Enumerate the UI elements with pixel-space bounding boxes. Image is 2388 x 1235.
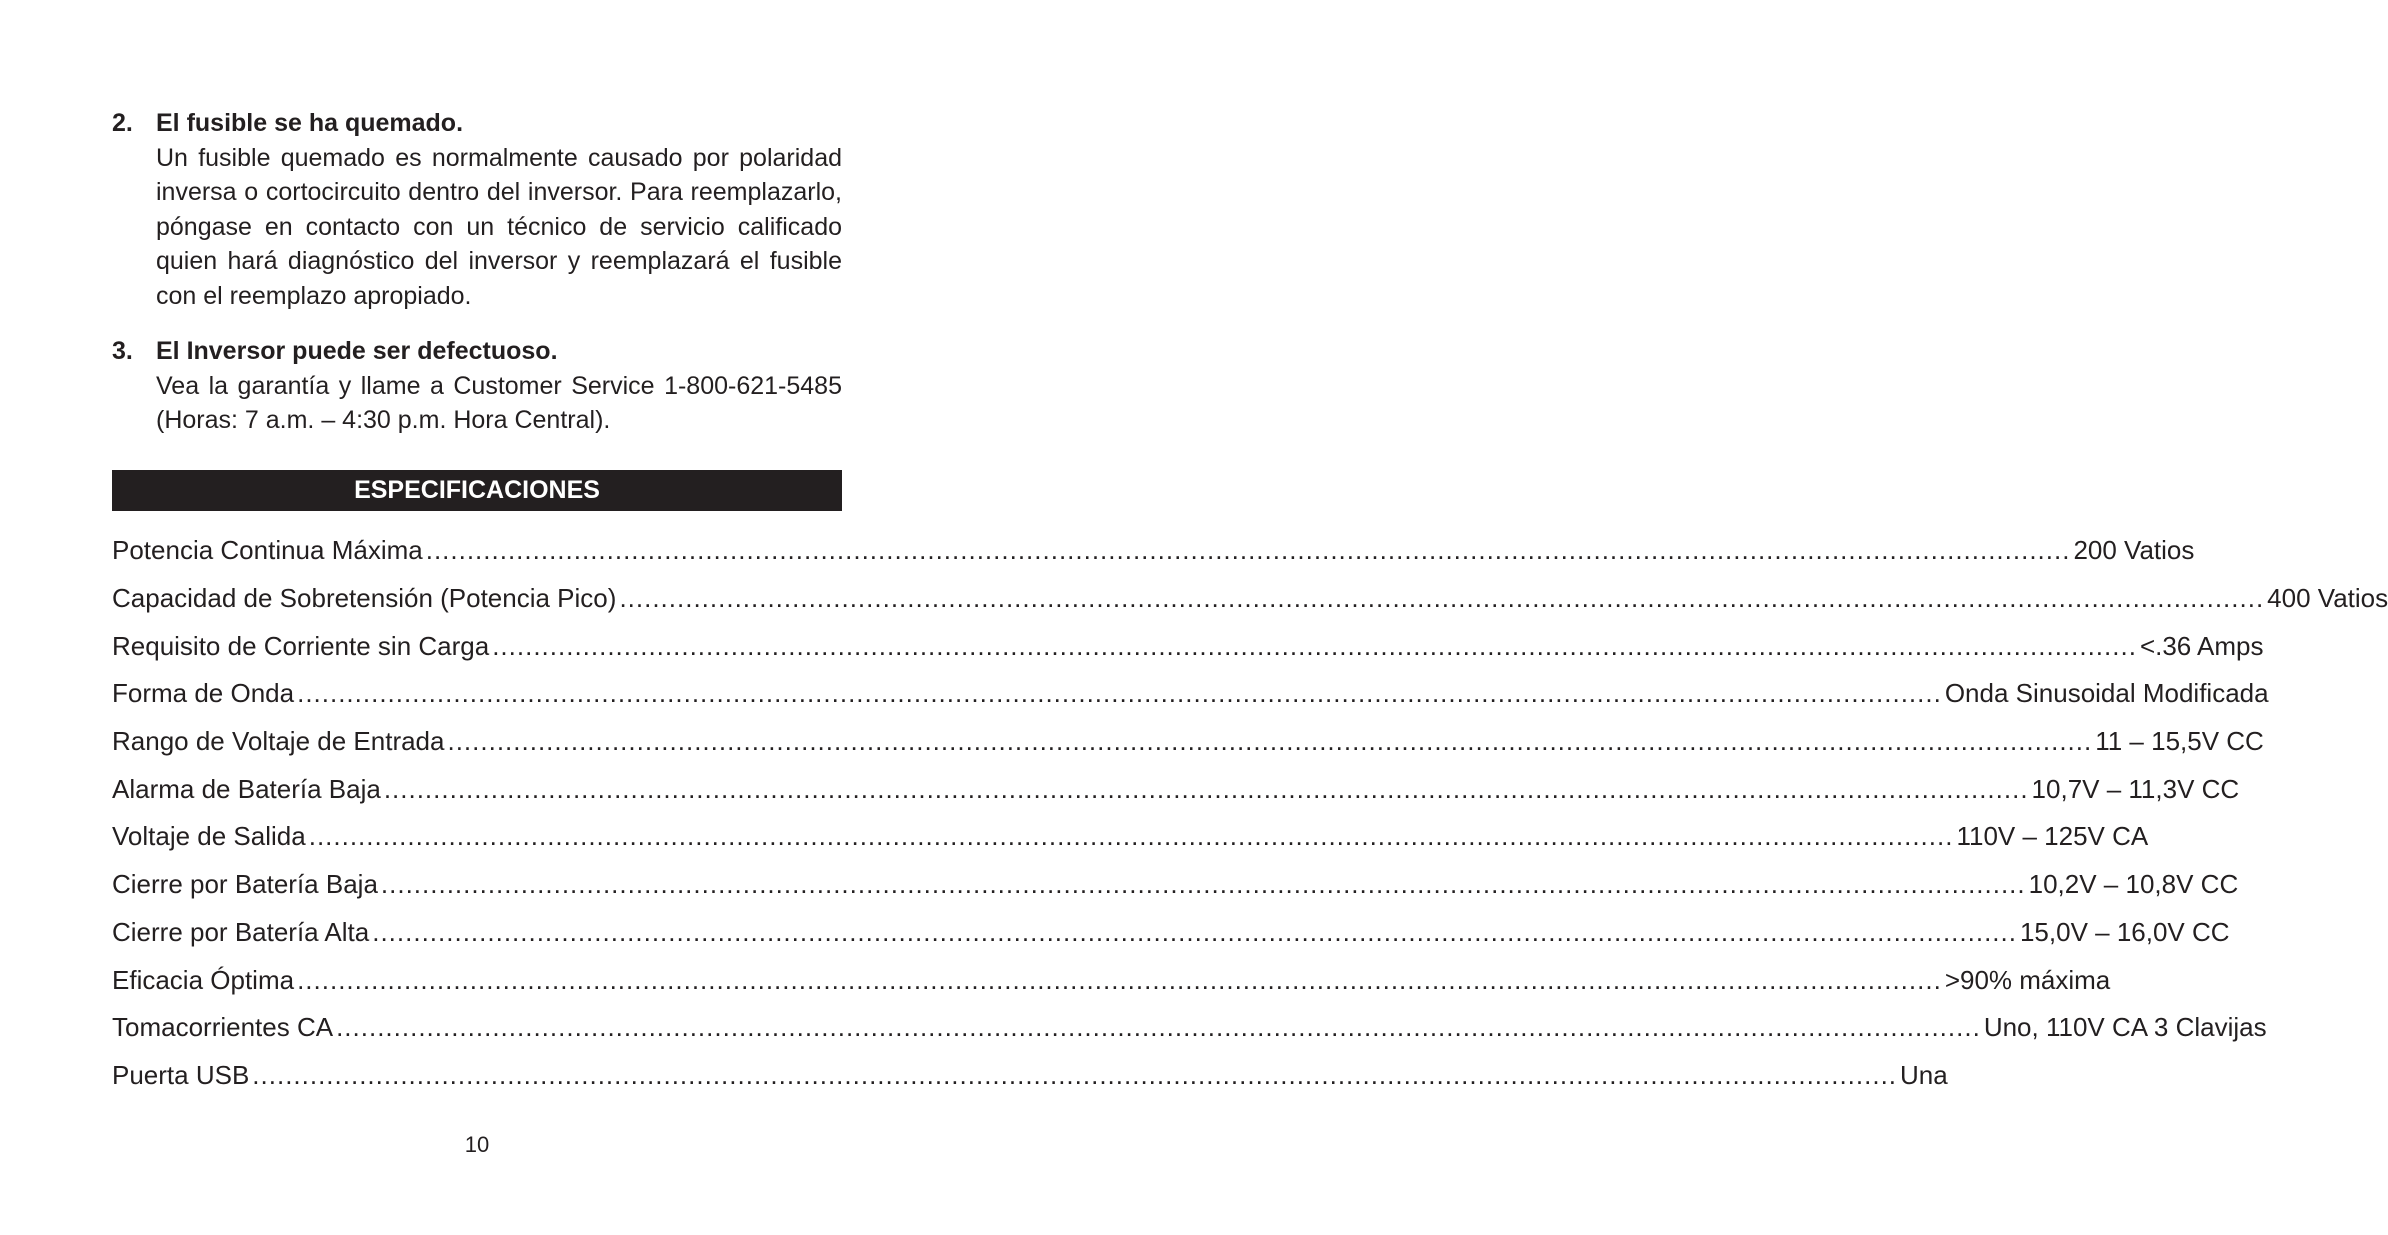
dot-leader: ........................................................................................................................................................................................................ [492, 630, 2137, 661]
dot-leader: ........................................................................................................................................................................................................ [308, 821, 1954, 852]
dot-leader: ........................................................................................................................................................................................................ [252, 1059, 1898, 1090]
spec-value: <.36 Amps [2139, 630, 2264, 661]
spec-value: 15,0V – 16,0V CC [2019, 916, 2230, 947]
dot-leader: ........................................................................................................................................................................................................ [297, 964, 1942, 995]
spec-value: Onda Sinusoidal Modificada [1944, 678, 2269, 709]
spec-label: Eficacia Óptima [112, 964, 295, 995]
spec-label: Cierre por Batería Alta [112, 916, 370, 947]
item-title: El fusible se ha quemado. [156, 109, 464, 137]
spec-value: 110V – 125V CA [1956, 821, 2149, 852]
dot-leader: ........................................................................................................................................................................................................ [447, 726, 2093, 757]
spec-row [112, 670, 2269, 718]
spec-value: 200 Vatios [2073, 535, 2195, 566]
spec-label: Potencia Continua Máxima [112, 535, 423, 566]
dot-leader: ........................................................................................................................................................................................................ [372, 916, 2017, 947]
item-body: Un fusible quemado es normalmente causado por polaridad inversa o cortocircuito dentro del inversor. Para reemplazarlo, póngase en contacto con un técnico de servicio calificado quien hará diagnóstico del inversor y reemplazará el fusible con el reemplazo apropiado. [156, 143, 842, 310]
dot-leader: ........................................................................................................................................................................................................ [297, 678, 1942, 709]
spec-label: Rango de Voltaje de Entrada [112, 726, 445, 757]
item-body: Vea la garantía y llame a Customer Service 1-800-621-5485 (Horas: 7 a.m. – 4:30 p.m. Hora Central). [156, 371, 842, 434]
spec-value: >90% máxima [1944, 964, 2111, 995]
dot-leader: ........................................................................................................................................................................................................ [619, 583, 2265, 614]
spec-label: Forma de Onda [112, 678, 295, 709]
spec-label: Voltaje de Salida [112, 821, 306, 852]
spec-row [112, 622, 2264, 670]
spec-row [112, 909, 2230, 957]
dot-leader: ........................................................................................................................................................................................................ [380, 869, 2026, 900]
spec-row [112, 575, 2388, 623]
troubleshooting-item-blown-fuse [112, 106, 842, 313]
spec-row [112, 813, 2149, 861]
spec-value: 10,2V – 10,8V CC [2028, 869, 2239, 900]
spec-value: 11 – 15,5V CC [2095, 726, 2264, 757]
specifications-list [112, 527, 2388, 1099]
item-number: 3. [112, 337, 133, 365]
spec-row [112, 527, 2195, 575]
dot-leader: ........................................................................................................................................................................................................ [383, 773, 2029, 804]
spec-label: Requisito de Corriente sin Carga [112, 630, 490, 661]
spec-label: Puerta USB [112, 1059, 250, 1090]
item-number: 2. [112, 109, 133, 137]
page-number: 10 [464, 1132, 490, 1157]
spec-value: 400 Vatios [2267, 583, 2388, 614]
dot-leader: ........................................................................................................................................................................................................ [425, 535, 2071, 566]
spec-label: Alarma de Batería Baja [112, 773, 381, 804]
spec-row [112, 861, 2239, 909]
spec-value: Una [1900, 1059, 1948, 1090]
spec-row [112, 718, 2264, 766]
spec-value: 10,7V – 11,3V CC [2031, 773, 2240, 804]
spec-row [112, 765, 2240, 813]
spec-value: Uno, 110V CA 3 Clavijas [1983, 1012, 2267, 1043]
section-heading-banner [112, 470, 842, 511]
dot-leader: ........................................................................................................................................................................................................ [336, 1012, 1981, 1043]
spec-label: Capacidad de Sobretensión (Potencia Pico) [112, 583, 617, 614]
spec-label: Tomacorrientes CA [112, 1012, 334, 1043]
spec-row [112, 1004, 2267, 1052]
spec-row [112, 956, 2111, 1004]
item-title: El Inversor puede ser defectuoso. [156, 337, 558, 365]
section-heading: ESPECIFICACIONES [354, 476, 600, 504]
spec-label: Cierre por Batería Baja [112, 869, 378, 900]
troubleshooting-item-defective-inverter [112, 334, 842, 438]
spec-row [112, 1052, 1948, 1100]
